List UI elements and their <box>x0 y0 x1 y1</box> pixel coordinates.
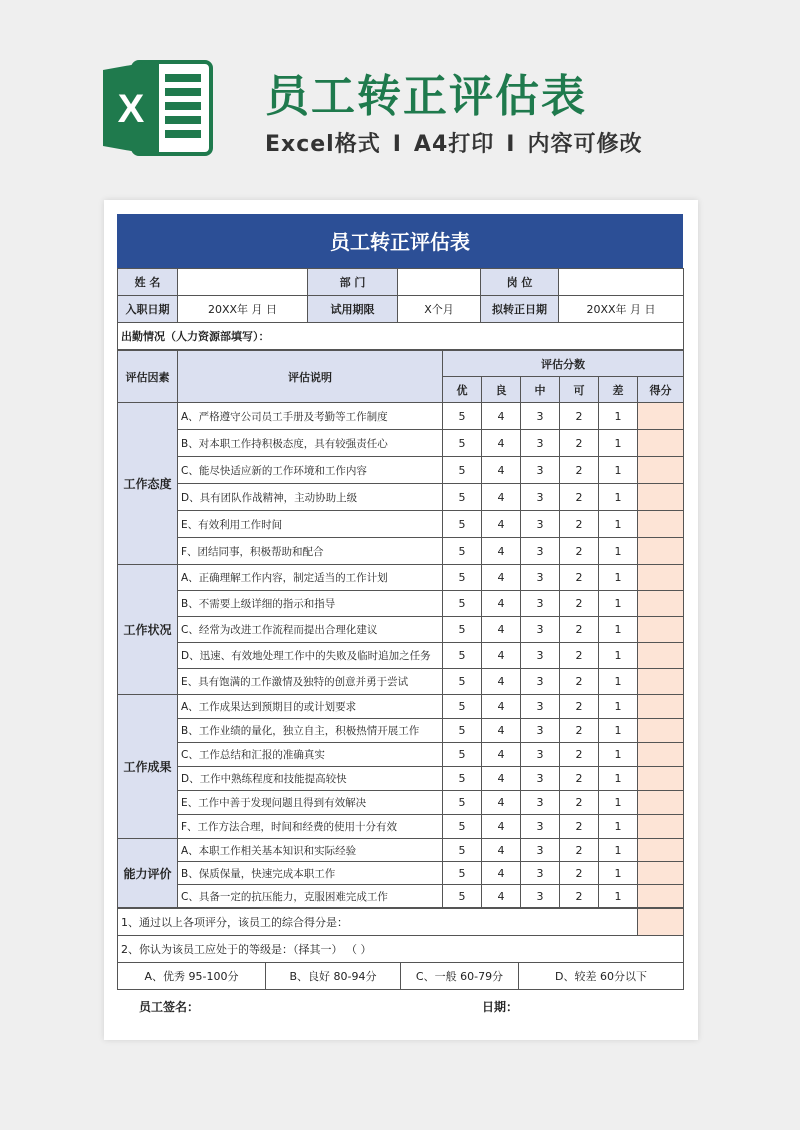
post-label: 岗 位 <box>481 269 559 296</box>
score-option[interactable]: 2 <box>560 430 599 457</box>
criterion-description: C、能尽快适应新的工作环境和工作内容 <box>178 457 443 484</box>
table-row <box>118 767 684 791</box>
criterion-description: F、工作方法合理，时间和经费的使用十分有效 <box>178 815 443 839</box>
score-option[interactable]: 4 <box>482 862 521 885</box>
excel-logo-icon <box>103 58 215 158</box>
score-result-cell[interactable] <box>638 643 684 669</box>
score-result-cell[interactable] <box>638 669 684 695</box>
score-option[interactable]: 2 <box>560 719 599 743</box>
score-result-cell[interactable] <box>638 484 684 511</box>
score-option[interactable]: 5 <box>443 862 482 885</box>
score-option[interactable]: 3 <box>521 617 560 643</box>
level-option[interactable]: B、良好 80-94分 <box>266 963 401 990</box>
score-option[interactable]: 2 <box>560 862 599 885</box>
score-option[interactable]: 5 <box>443 839 482 862</box>
score-option[interactable]: 2 <box>560 669 599 695</box>
score-result-cell[interactable] <box>638 791 684 815</box>
score-result-cell[interactable] <box>638 617 684 643</box>
score-option[interactable]: 4 <box>482 839 521 862</box>
score-option[interactable]: 5 <box>443 719 482 743</box>
page-title: 员工转正评估表 <box>265 71 587 122</box>
criterion-description: A、工作成果达到预期目的或计划要求 <box>178 695 443 719</box>
score-result-cell[interactable] <box>638 885 684 908</box>
score-option[interactable]: 1 <box>599 669 638 695</box>
criterion-description: F、团结同事，积极帮助和配合 <box>178 538 443 565</box>
criterion-description: B、不需要上级详细的指示和指导 <box>178 591 443 617</box>
criterion-description: C、经常为改进工作流程而提出合理化建议 <box>178 617 443 643</box>
score-option[interactable]: 4 <box>482 511 521 538</box>
criterion-description: D、迅速、有效地处理工作中的失败及临时追加之任务 <box>178 643 443 669</box>
score-option[interactable]: 5 <box>443 457 482 484</box>
score-option[interactable]: 1 <box>599 815 638 839</box>
trial-period-field[interactable]: X个月 <box>398 296 481 323</box>
criterion-description: D、工作中熟练程度和技能提高较快 <box>178 767 443 791</box>
score-option[interactable]: 5 <box>443 617 482 643</box>
grade-header: 优 <box>443 377 482 403</box>
score-option[interactable]: 3 <box>521 538 560 565</box>
table-row <box>118 839 684 862</box>
score-option[interactable]: 2 <box>560 839 599 862</box>
table-row <box>118 484 684 511</box>
section-label: 能力评价 <box>118 839 178 908</box>
grade-header: 良 <box>482 377 521 403</box>
score-option[interactable]: 4 <box>482 591 521 617</box>
score-option[interactable]: 1 <box>599 403 638 430</box>
table-row <box>118 617 684 643</box>
score-option[interactable]: 3 <box>521 403 560 430</box>
score-option[interactable]: 3 <box>521 885 560 908</box>
score-option[interactable]: 3 <box>521 643 560 669</box>
table-row <box>118 669 684 695</box>
score-option[interactable]: 3 <box>521 862 560 885</box>
desc-header: 评估说明 <box>178 351 443 403</box>
score-option[interactable]: 4 <box>482 538 521 565</box>
page-subtitle <box>265 127 642 158</box>
score-option[interactable]: 2 <box>560 815 599 839</box>
score-option[interactable]: 3 <box>521 791 560 815</box>
evaluation-form <box>117 214 683 1020</box>
score-option[interactable]: 2 <box>560 643 599 669</box>
score-option[interactable]: 4 <box>482 719 521 743</box>
score-result-cell[interactable] <box>638 538 684 565</box>
subtitle-separator: I <box>506 132 516 157</box>
score-option[interactable]: 1 <box>599 643 638 669</box>
criterion-description: A、严格遵守公司员工手册及考勤等工作制度 <box>178 403 443 430</box>
criterion-description: B、工作业绩的量化，独立自主，积极热情开展工作 <box>178 719 443 743</box>
criterion-description: E、具有饱满的工作激情及独特的创意并勇于尝试 <box>178 669 443 695</box>
table-row <box>118 719 684 743</box>
level-option[interactable]: A、优秀 95-100分 <box>118 963 266 990</box>
score-result-cell[interactable] <box>638 511 684 538</box>
score-option[interactable]: 3 <box>521 511 560 538</box>
score-option[interactable]: 4 <box>482 484 521 511</box>
score-option[interactable]: 5 <box>443 538 482 565</box>
table-row <box>118 538 684 565</box>
grade-header: 差 <box>599 377 638 403</box>
score-option[interactable]: 1 <box>599 743 638 767</box>
score-option[interactable]: 3 <box>521 484 560 511</box>
score-option[interactable]: 4 <box>482 403 521 430</box>
score-option[interactable]: 1 <box>599 767 638 791</box>
score-option[interactable]: 1 <box>599 565 638 591</box>
score-option[interactable]: 5 <box>443 767 482 791</box>
score-option[interactable]: 4 <box>482 430 521 457</box>
score-option[interactable]: 4 <box>482 669 521 695</box>
grade-header: 中 <box>521 377 560 403</box>
score-option[interactable]: 2 <box>560 767 599 791</box>
form-title: 员工转正评估表 <box>117 214 683 268</box>
table-row <box>118 511 684 538</box>
score-option[interactable]: 5 <box>443 815 482 839</box>
subtitle-format: Excel格式 <box>265 132 381 157</box>
score-option[interactable]: 2 <box>560 743 599 767</box>
date-label: 日期： <box>482 1000 519 1014</box>
score-result-cell[interactable] <box>638 862 684 885</box>
score-option[interactable]: 5 <box>443 791 482 815</box>
table-row <box>118 457 684 484</box>
score-option[interactable]: 3 <box>521 719 560 743</box>
score-option[interactable]: 5 <box>443 643 482 669</box>
score-option[interactable]: 4 <box>482 815 521 839</box>
score-option[interactable]: 5 <box>443 695 482 719</box>
criterion-description: B、保质保量，快速完成本职工作 <box>178 862 443 885</box>
score-option[interactable]: 4 <box>482 767 521 791</box>
score-option[interactable]: 1 <box>599 591 638 617</box>
score-option[interactable]: 1 <box>599 885 638 908</box>
score-result-cell[interactable] <box>638 743 684 767</box>
score-option[interactable]: 2 <box>560 791 599 815</box>
score-result-cell[interactable] <box>638 695 684 719</box>
result-header: 得分 <box>638 377 684 403</box>
score-option[interactable]: 2 <box>560 511 599 538</box>
score-option[interactable]: 5 <box>443 669 482 695</box>
table-row <box>118 565 684 591</box>
criterion-description: B、对本职工作持积极态度，具有较强责任心 <box>178 430 443 457</box>
dept-field[interactable] <box>398 269 481 296</box>
score-option[interactable]: 1 <box>599 617 638 643</box>
score-option[interactable]: 4 <box>482 565 521 591</box>
score-option[interactable]: 3 <box>521 839 560 862</box>
score-option[interactable]: 2 <box>560 695 599 719</box>
employee-signature-label: 员工签名： <box>139 1000 200 1014</box>
score-result-cell[interactable] <box>638 767 684 791</box>
table-row <box>118 403 684 430</box>
score-option[interactable]: 1 <box>599 538 638 565</box>
score-option[interactable]: 2 <box>560 885 599 908</box>
level-option[interactable]: D、较差 60分以下 <box>519 963 684 990</box>
score-option[interactable]: 2 <box>560 617 599 643</box>
factor-header: 评估因素 <box>118 351 178 403</box>
score-option[interactable]: 1 <box>599 511 638 538</box>
table-row <box>118 815 684 839</box>
criterion-description: A、本职工作相关基本知识和实际经验 <box>178 839 443 862</box>
summary-level-row[interactable]: 2、你认为该员工应处于的等级是：（择其一） （ ） <box>118 936 684 963</box>
evaluation-table <box>117 350 684 908</box>
subtitle-print: A4打印 <box>413 132 495 157</box>
score-option[interactable]: 3 <box>521 695 560 719</box>
score-option[interactable]: 3 <box>521 457 560 484</box>
criterion-description: A、正确理解工作内容，制定适当的工作计划 <box>178 565 443 591</box>
table-row <box>118 862 684 885</box>
table-row <box>118 591 684 617</box>
score-result-cell[interactable] <box>638 815 684 839</box>
section-label: 工作状况 <box>118 565 178 695</box>
logo-letter: X <box>117 87 145 131</box>
score-option[interactable]: 1 <box>599 862 638 885</box>
score-group-header: 评估分数 <box>443 351 684 377</box>
score-option[interactable]: 1 <box>599 484 638 511</box>
attendance-row[interactable]: 出勤情况（人力资源部填写）： <box>118 323 684 350</box>
table-row <box>118 885 684 908</box>
info-table <box>117 268 684 350</box>
score-option[interactable]: 2 <box>560 484 599 511</box>
score-option[interactable]: 4 <box>482 643 521 669</box>
score-option[interactable]: 4 <box>482 885 521 908</box>
score-option[interactable]: 2 <box>560 565 599 591</box>
score-result-cell[interactable] <box>638 565 684 591</box>
score-option[interactable]: 5 <box>443 565 482 591</box>
score-result-cell[interactable] <box>638 430 684 457</box>
score-option[interactable]: 5 <box>443 591 482 617</box>
score-option[interactable]: 5 <box>443 484 482 511</box>
criterion-description: E、有效利用工作时间 <box>178 511 443 538</box>
name-field[interactable] <box>178 269 308 296</box>
subtitle-separator: I <box>392 132 402 157</box>
table-row <box>118 430 684 457</box>
score-option[interactable]: 1 <box>599 791 638 815</box>
score-option[interactable]: 5 <box>443 743 482 767</box>
score-result-cell[interactable] <box>638 839 684 862</box>
score-option[interactable]: 3 <box>521 565 560 591</box>
post-field[interactable] <box>559 269 684 296</box>
summary-score-row: 1、通过以上各项评分，该员工的综合得分是： <box>118 909 638 936</box>
score-result-cell[interactable] <box>638 719 684 743</box>
regular-date-label: 拟转正日期 <box>481 296 559 323</box>
score-option[interactable]: 2 <box>560 403 599 430</box>
table-row <box>118 695 684 719</box>
entry-date-label: 入职日期 <box>118 296 178 323</box>
name-label: 姓 名 <box>118 269 178 296</box>
section-label: 工作态度 <box>118 403 178 565</box>
subtitle-editable: 内容可修改 <box>527 132 643 157</box>
score-option[interactable]: 3 <box>521 815 560 839</box>
criterion-description: D、具有团队作战精神，主动协助上级 <box>178 484 443 511</box>
score-option[interactable]: 2 <box>560 538 599 565</box>
score-option[interactable]: 1 <box>599 719 638 743</box>
score-option[interactable]: 5 <box>443 403 482 430</box>
score-result-cell[interactable] <box>638 591 684 617</box>
score-option[interactable]: 4 <box>482 791 521 815</box>
score-option[interactable]: 2 <box>560 457 599 484</box>
table-row <box>118 791 684 815</box>
score-option[interactable]: 4 <box>482 743 521 767</box>
score-option[interactable]: 3 <box>521 767 560 791</box>
score-option[interactable]: 3 <box>521 430 560 457</box>
score-option[interactable]: 1 <box>599 839 638 862</box>
score-result-cell[interactable] <box>638 403 684 430</box>
score-option[interactable]: 5 <box>443 885 482 908</box>
level-option[interactable]: C、一般 60-79分 <box>401 963 519 990</box>
score-option[interactable]: 2 <box>560 591 599 617</box>
criterion-description: C、具备一定的抗压能力，克服困难完成工作 <box>178 885 443 908</box>
score-result-cell[interactable] <box>638 457 684 484</box>
score-option[interactable]: 1 <box>599 457 638 484</box>
score-option[interactable]: 3 <box>521 669 560 695</box>
score-option[interactable]: 3 <box>521 743 560 767</box>
criterion-description: C、工作总结和汇报的准确真实 <box>178 743 443 767</box>
score-option[interactable]: 4 <box>482 695 521 719</box>
section-label: 工作成果 <box>118 695 178 839</box>
dept-label: 部 门 <box>308 269 398 296</box>
score-option[interactable]: 3 <box>521 591 560 617</box>
score-option[interactable]: 1 <box>599 430 638 457</box>
criterion-description: E、工作中善于发现问题且得到有效解决 <box>178 791 443 815</box>
table-row <box>118 643 684 669</box>
grade-header: 可 <box>560 377 599 403</box>
total-score-cell[interactable] <box>638 909 684 936</box>
score-option[interactable]: 1 <box>599 695 638 719</box>
table-row <box>118 743 684 767</box>
score-option[interactable]: 5 <box>443 511 482 538</box>
summary-table <box>117 908 684 990</box>
entry-date-field[interactable]: 20XX年 月 日 <box>178 296 308 323</box>
regular-date-field[interactable]: 20XX年 月 日 <box>559 296 684 323</box>
trial-period-label: 试用期限 <box>308 296 398 323</box>
score-option[interactable]: 4 <box>482 457 521 484</box>
score-option[interactable]: 4 <box>482 617 521 643</box>
score-option[interactable]: 5 <box>443 430 482 457</box>
